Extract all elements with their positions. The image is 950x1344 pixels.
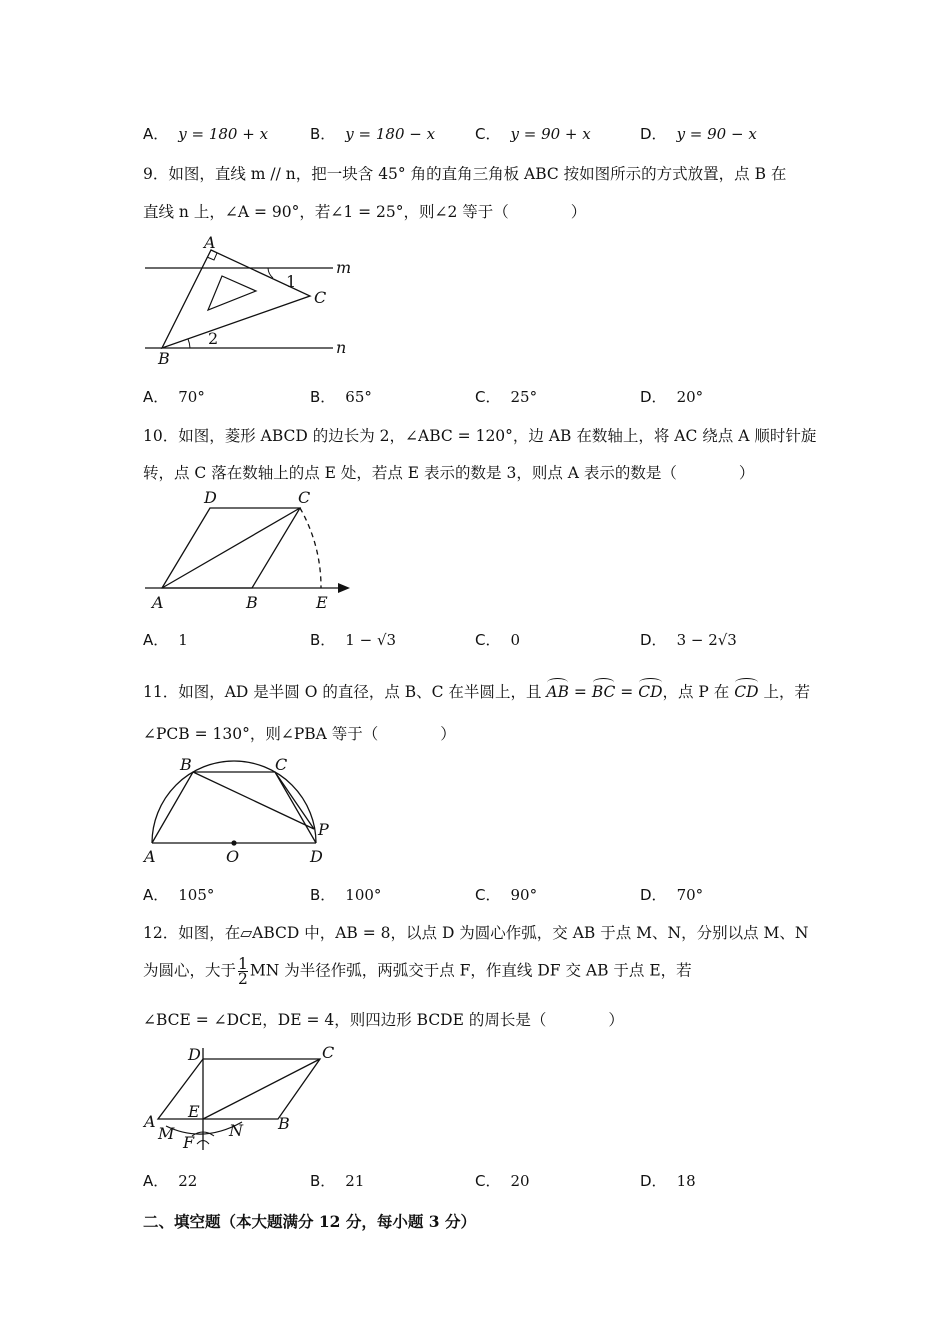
label-c: C [322,1043,335,1062]
label-1: 1 [286,272,297,291]
label-b: B [180,755,192,774]
q8-option-a: A． y = 180 + x [143,125,269,143]
axis-arrow [338,583,350,593]
q11-stem-line1: 11．如图，AD 是半圆 O 的直径，点 B、C 在半圆上，且 AB = BC = CD，点 P 在 CD 上，若 [143,683,810,701]
q12-stem-line2: 为圆心，大于 $\frac{1}{2}$ MN 为半径作弧，两弧交于点 F，作直线 DF 交 AB 于点 E，若 [143,955,692,988]
q10-option-d: D． 3 − 2√3 [640,631,737,649]
rotation-arc [300,508,321,588]
q10-option-a: A． 1 [143,631,188,649]
label-b: B [246,593,258,612]
q11-option-a: A． 105° [143,886,215,904]
label-d: D [204,488,217,507]
label-2: 2 [208,329,219,348]
q11-option-c: C． 90° [475,886,538,904]
semicircle [152,761,316,843]
center-o [231,840,236,845]
label-c: C [275,755,288,774]
label-m: M [158,1124,175,1143]
label-a: A [204,233,216,252]
label-o: O [226,847,240,866]
q12-figure [140,1040,350,1155]
q10-figure [140,486,360,616]
label-c: C [314,288,327,307]
inner-triangle [208,276,256,310]
q10-stem-line2: 转，点 C 落在数轴上的点 E 处，若点 E 表示的数是 3，则点 A 表示的数是（ ） [143,464,755,482]
label-e: E [188,1102,200,1121]
q11-stem-line2: ∠PCB = 130°，则∠PBA 等于（ ） [143,725,456,743]
q12-stem-line3: ∠BCE = ∠DCE，DE = 4，则四边形 BCDE 的周长是（ ） [143,1011,624,1029]
label-b: B [158,349,170,368]
q9-option-a: A． 70° [143,388,205,406]
q12-option-a: A． 22 [143,1172,198,1190]
label-p: P [318,820,329,839]
label-c: C [298,488,311,507]
q9-stem-line1: 9．如图，直线 m // n，把一块含 45° 角的直角三角板 ABC 按如图所示的方式放置，点 B 在 [143,165,787,183]
arc-ab: AB [546,683,569,701]
diagonal-ac [162,508,300,588]
q12-option-b: B． 21 [310,1172,365,1190]
q8-option-b: B． y = 180 − x [310,125,436,143]
label-b: B [278,1114,290,1133]
q10-option-c: C． 0 [475,631,521,649]
q9-option-d: D． 20° [640,388,704,406]
q12-stem-line1: 12．如图，在▱ABCD 中，AB = 8，以点 D 为圆心作弧，交 AB 于点 M、N，分别以点 M、N [143,924,809,942]
q11-option-d: D． 70° [640,886,704,904]
fraction-one-half: $\frac{1}{2}$ [238,955,248,988]
label-e: E [316,593,328,612]
q10-option-b: B． 1 − √3 [310,631,397,649]
label-f: F [183,1133,195,1152]
q12-option-d: D． 18 [640,1172,696,1190]
q8-option-d: D． y = 90 − x [640,125,757,143]
label-d: D [188,1045,201,1064]
arc-cd: CD [638,683,663,701]
label-n: n [336,338,347,357]
q10-stem-line1: 10．如图，菱形 ABCD 的边长为 2，∠ABC = 120°，边 AB 在数轴上，将 AC 绕点 A 顺时针旋 [143,427,817,445]
q12-option-c: C． 20 [475,1172,530,1190]
segment-ec [203,1059,320,1119]
q8-option-c: C． y = 90 + x [475,125,591,143]
parallelogram-abcd [158,1059,320,1119]
chords-abcd [152,772,316,843]
q11-figure [140,752,340,867]
label-a: A [144,1112,156,1131]
label-n: N [229,1121,243,1140]
section-heading-fill-in: 二、填空题（本大题满分 12 分，每小题 3 分） [143,1212,476,1231]
label-a: A [144,847,156,866]
q9-option-c: C． 25° [475,388,538,406]
angle-2-arc [188,339,190,348]
arc-bc: BC [591,683,616,701]
q9-figure [140,232,370,367]
q11-option-b: B． 100° [310,886,382,904]
label-a: A [152,593,164,612]
q9-option-b: B． 65° [310,388,372,406]
q9-stem-line2: 直线 n 上，∠A = 90°，若∠1 = 25°，则∠2 等于（ ） [143,203,587,221]
label-m: m [336,258,352,277]
label-d: D [310,847,323,866]
chord-bp [193,772,314,829]
arc-cd-2: CD [734,683,759,701]
